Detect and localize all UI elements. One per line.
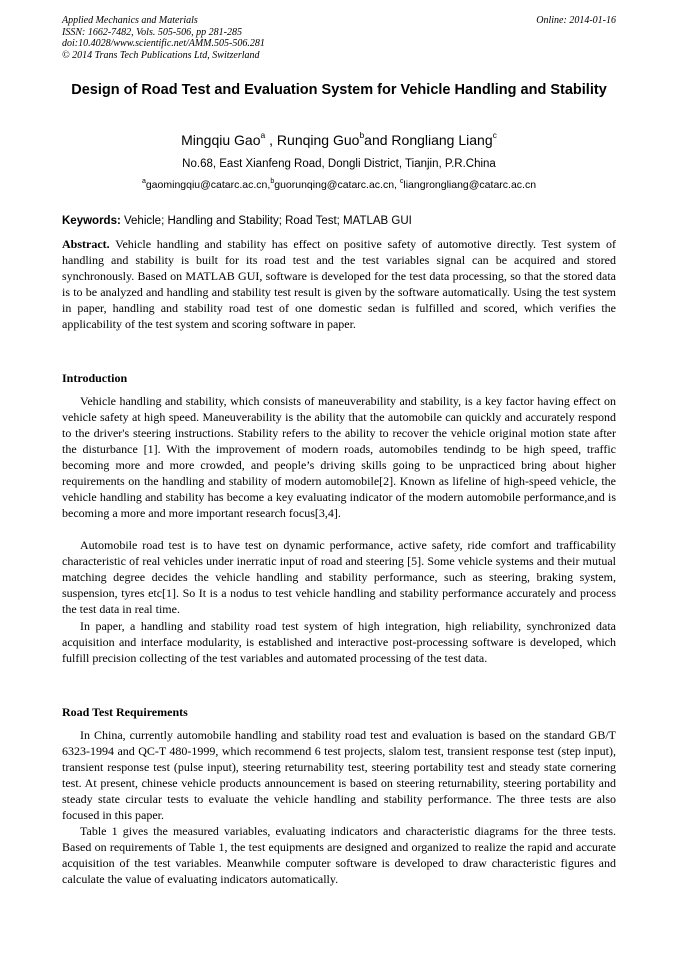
journal-header [62, 15, 616, 61]
intro-paragraph-2: Automobile road test is to have test on dynamic performance, active safety, ride comfort and trafficability characteristic of real vehicles under inerratic input of road and steering [5]. Some vehicle systems and their mutual matching degree decides the vehicle handling and stability performance, such as steering, braking system, suspension, tyres etc[1]. So It is a nodus to test vehicle handling and stability performance accurately and process the test data in real time. [62, 538, 616, 616]
requirements-paragraph-1: In China, currently automobile handling and stability road test and evaluation is based on the standard GB/T 6323-1994 and QC-T 480-1999, which recommend 6 test projects, slalom test, transient response test (step input), transient response test (pulse input), steering returnability test, steering portability test and steady state cornering test. At present, chinese vehicle products announcement is based on steering returnability, steering portability and steady state circular tests to evaluate the vehicle handling and stability performance. The three tests are also focused in this paper. [62, 728, 616, 822]
author-separator: , [265, 132, 277, 148]
author-3: Rongliang Liang [391, 132, 493, 148]
author-3-mark: c [492, 130, 497, 140]
abstract [62, 236, 616, 332]
email-1: gaomingqiu@catarc.ac.cn, [145, 179, 271, 191]
section-heading-road-test-requirements: Road Test Requirements [62, 705, 188, 719]
abstract-label: Abstract. [62, 237, 110, 251]
author-list [62, 131, 616, 149]
keywords [62, 214, 616, 228]
section-heading-introduction: Introduction [62, 371, 128, 385]
email-1-mark: a [141, 178, 146, 185]
author-1-mark: a [260, 130, 266, 140]
email-3: liangrongliang@catarc.ac.cn [403, 179, 537, 191]
email-2-mark: b [270, 178, 275, 185]
issn-line: ISSN: 1662-7482, Vols. 505-506, pp 281-285 [62, 26, 242, 38]
intro-paragraph-3: In paper, a handling and stability road test system of high integration, high reliability, synchronized data acquisition and interface modularity, is established and interactive post-processing software is developed, which fulfill precision collecting of the test variables and automated processing of the test data. [62, 619, 616, 665]
abstract-text: Vehicle handling and stability has effect on positive safety of automotive directly. Test system of handling and stability is built for its road test and the test variables signal can be acquired and stored synchronously. Based on MATLAB GUI, software is developed for the test data processing, so that the stored data is to be analyzed and handling and stability test result is given by the software automatically. Using the test system in paper, handling and stability road test of one domestic sedan is fulfilled and scored, which verifies the applicability of the test system and scoring software in paper. [62, 237, 616, 331]
intro-paragraph-1: Vehicle handling and stability, which consists of maneuverability and stability, is a key factor having effect on vehicle safety at high speed. Maneuverability is the ability that the automobile can quickly and accurately respond to the driver's steering instructions. Stability refers to the ability to recover the vehicle original motion state after the disturbance [1]. With the improvement of modern roads, automobiles tendindg to be high speed, traffic becoming more and more crowded, and people’s driving skills going to be unpracticed bring about higher requirements on the handling and stability of modern automobile[2]. Known as lifeline of high-speed vehicle, the vehicle handling and stability has become a key evaluating indicator of the modern automobile performance,and is becoming a more and more important research focus[3,4]. [62, 394, 616, 520]
online-date: Online: 2014-01-16 [536, 15, 616, 26]
affiliation: No.68, East Xianfeng Road, Dongli District, Tianjin, P.R.China [182, 158, 496, 170]
author-separator: and [364, 132, 392, 148]
requirements-paragraph-2: Table 1 gives the measured variables, evaluating indicators and characteristic diagrams for the three tests. Based on requirements of Table 1, the test equipments are designed and organized to realize the rapid and accurate acquisition of the test variables. Meanwhile computer software is developed to draw characteristic figures and calculate the value of evaluating indicators automatically. [62, 824, 616, 886]
doi-line: doi:10.4028/www.scientific.net/AMM.505-506.281 [62, 38, 265, 49]
email-list [62, 178, 616, 192]
copyright-line: © 2014 Trans Tech Publications Ltd, Switzerland [62, 49, 260, 61]
journal-name: Applied Mechanics and Materials [62, 15, 198, 26]
email-2: guorunqing@catarc.ac.cn, [274, 179, 400, 191]
author-2-mark: b [359, 130, 365, 140]
paper-title: Design of Road Test and Evaluation System for Vehicle Handling and Stability [71, 82, 607, 98]
email-3-mark: c [399, 178, 404, 185]
keywords-label: Keywords: [62, 215, 121, 227]
keywords-text: Vehicle; Handling and Stability; Road Test; MATLAB GUI [120, 215, 412, 227]
author-2: Runqing Guo [276, 132, 360, 148]
author-1: Mingqiu Gao [181, 132, 261, 148]
